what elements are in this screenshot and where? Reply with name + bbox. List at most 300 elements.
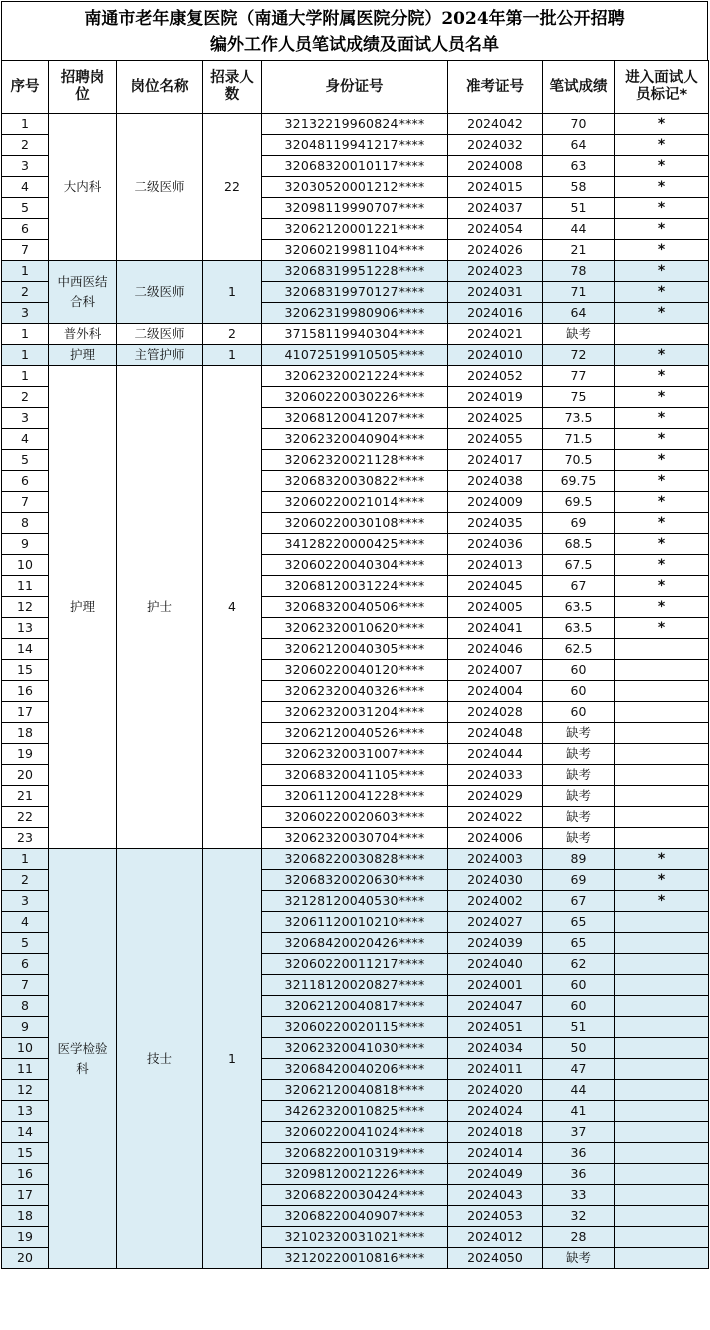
cell-exam-number: 2024035 [448, 513, 543, 534]
cell-id-number: 32060220041024**** [262, 1122, 448, 1143]
cell-interview-mark [615, 1038, 709, 1059]
cell-exam-number: 2024030 [448, 870, 543, 891]
cell-quota: 22 [203, 114, 262, 261]
cell-interview-mark [615, 828, 709, 849]
cell-score: 71 [543, 282, 615, 303]
cell-interview-mark [615, 1059, 709, 1080]
cell-dept: 普外科 [49, 324, 117, 345]
cell-score: 73.5 [543, 408, 615, 429]
cell-id-number: 32060220020603**** [262, 807, 448, 828]
cell-id-number: 32068220040907**** [262, 1206, 448, 1227]
cell-position: 主管护师 [117, 345, 203, 366]
cell-id-number: 32060219981104**** [262, 240, 448, 261]
cell-score: 60 [543, 996, 615, 1017]
cell-no: 14 [2, 639, 49, 660]
cell-no: 7 [2, 492, 49, 513]
cell-exam-number: 2024040 [448, 954, 543, 975]
cell-interview-mark: * [615, 618, 709, 639]
cell-score: 75 [543, 387, 615, 408]
cell-no: 6 [2, 471, 49, 492]
cell-no: 4 [2, 912, 49, 933]
cell-no: 20 [2, 765, 49, 786]
cell-score: 62 [543, 954, 615, 975]
cell-no: 16 [2, 681, 49, 702]
cell-no: 1 [2, 345, 49, 366]
cell-interview-mark [615, 1206, 709, 1227]
cell-no: 11 [2, 576, 49, 597]
cell-exam-number: 2024032 [448, 135, 543, 156]
cell-id-number: 32060220011217**** [262, 954, 448, 975]
cell-score: 63.5 [543, 618, 615, 639]
cell-id-number: 32068320041105**** [262, 765, 448, 786]
cell-id-number: 34262320010825**** [262, 1101, 448, 1122]
cell-exam-number: 2024008 [448, 156, 543, 177]
cell-no: 1 [2, 261, 49, 282]
cell-id-number: 32030520001212**** [262, 177, 448, 198]
document [1, 1, 708, 1269]
header-exam-no: 准考证号 [448, 61, 543, 114]
header-score: 笔试成绩 [543, 61, 615, 114]
cell-exam-number: 2024014 [448, 1143, 543, 1164]
cell-no: 14 [2, 1122, 49, 1143]
cell-no: 7 [2, 240, 49, 261]
cell-id-number: 32062319980906**** [262, 303, 448, 324]
cell-score: 21 [543, 240, 615, 261]
cell-no: 5 [2, 198, 49, 219]
cell-interview-mark: * [615, 408, 709, 429]
cell-exam-number: 2024039 [448, 933, 543, 954]
cell-score: 51 [543, 1017, 615, 1038]
cell-id-number: 32062320041030**** [262, 1038, 448, 1059]
table-row [2, 114, 709, 135]
cell-no: 7 [2, 975, 49, 996]
cell-score: 72 [543, 345, 615, 366]
cell-score: 65 [543, 933, 615, 954]
cell-exam-number: 2024049 [448, 1164, 543, 1185]
cell-interview-mark [615, 324, 709, 345]
cell-interview-mark [615, 1017, 709, 1038]
cell-exam-number: 2024021 [448, 324, 543, 345]
cell-dept: 医学检验科 [49, 849, 117, 1269]
cell-exam-number: 2024003 [448, 849, 543, 870]
cell-exam-number: 2024036 [448, 534, 543, 555]
cell-exam-number: 2024001 [448, 975, 543, 996]
cell-exam-number: 2024005 [448, 597, 543, 618]
cell-id-number: 32068319970127**** [262, 282, 448, 303]
cell-interview-mark: * [615, 555, 709, 576]
cell-interview-mark [615, 1122, 709, 1143]
cell-dept: 护理 [49, 366, 117, 849]
cell-id-number: 32060220030226**** [262, 387, 448, 408]
cell-exam-number: 2024046 [448, 639, 543, 660]
cell-no: 15 [2, 1143, 49, 1164]
cell-id-number: 32128120040530**** [262, 891, 448, 912]
cell-exam-number: 2024055 [448, 429, 543, 450]
cell-interview-mark: * [615, 492, 709, 513]
cell-score: 51 [543, 198, 615, 219]
cell-interview-mark: * [615, 429, 709, 450]
cell-no: 4 [2, 177, 49, 198]
cell-exam-number: 2024006 [448, 828, 543, 849]
cell-quota: 4 [203, 366, 262, 849]
cell-exam-number: 2024016 [448, 303, 543, 324]
cell-score: 47 [543, 1059, 615, 1080]
cell-interview-mark [615, 954, 709, 975]
cell-quota: 1 [203, 345, 262, 366]
header-interview-mark: 进入面试人员标记* [615, 61, 709, 114]
table-row [2, 366, 709, 387]
cell-exam-number: 2024050 [448, 1248, 543, 1269]
cell-exam-number: 2024027 [448, 912, 543, 933]
title-line-2: 编外工作人员笔试成绩及面试人员名单 [209, 35, 499, 55]
cell-score: 69 [543, 513, 615, 534]
cell-score: 65 [543, 912, 615, 933]
cell-exam-number: 2024052 [448, 366, 543, 387]
cell-score: 缺考 [543, 786, 615, 807]
cell-interview-mark: * [615, 177, 709, 198]
cell-exam-number: 2024025 [448, 408, 543, 429]
cell-interview-mark [615, 1080, 709, 1101]
cell-score: 69.75 [543, 471, 615, 492]
cell-id-number: 32060220030108**** [262, 513, 448, 534]
cell-score: 63 [543, 156, 615, 177]
header-position: 岗位名称 [117, 61, 203, 114]
cell-score: 44 [543, 1080, 615, 1101]
cell-no: 3 [2, 303, 49, 324]
cell-score: 67 [543, 891, 615, 912]
cell-exam-number: 2024028 [448, 702, 543, 723]
cell-score: 68.5 [543, 534, 615, 555]
cell-id-number: 32068120031224**** [262, 576, 448, 597]
cell-no: 2 [2, 282, 49, 303]
cell-no: 9 [2, 534, 49, 555]
cell-exam-number: 2024002 [448, 891, 543, 912]
cell-id-number: 32062320021128**** [262, 450, 448, 471]
cell-score: 60 [543, 702, 615, 723]
cell-dept: 护理 [49, 345, 117, 366]
cell-exam-number: 2024018 [448, 1122, 543, 1143]
header-no: 序号 [2, 61, 49, 114]
cell-id-number: 32062120040305**** [262, 639, 448, 660]
cell-id-number: 41072519910505**** [262, 345, 448, 366]
cell-score: 69 [543, 870, 615, 891]
cell-no: 17 [2, 702, 49, 723]
cell-interview-mark [615, 1101, 709, 1122]
cell-score: 缺考 [543, 324, 615, 345]
cell-id-number: 32068120041207**** [262, 408, 448, 429]
cell-no: 2 [2, 387, 49, 408]
cell-no: 3 [2, 891, 49, 912]
cell-quota: 2 [203, 324, 262, 345]
cell-id-number: 32060220040120**** [262, 660, 448, 681]
cell-id-number: 32062320010620**** [262, 618, 448, 639]
cell-no: 9 [2, 1017, 49, 1038]
cell-id-number: 32098120021226**** [262, 1164, 448, 1185]
cell-no: 1 [2, 849, 49, 870]
cell-score: 69.5 [543, 492, 615, 513]
cell-exam-number: 2024043 [448, 1185, 543, 1206]
cell-score: 缺考 [543, 765, 615, 786]
cell-id-number: 32120220010816**** [262, 1248, 448, 1269]
cell-exam-number: 2024009 [448, 492, 543, 513]
cell-score: 41 [543, 1101, 615, 1122]
table-row [2, 261, 709, 282]
cell-interview-mark: * [615, 534, 709, 555]
cell-id-number: 32062120001221**** [262, 219, 448, 240]
cell-score: 缺考 [543, 828, 615, 849]
cell-interview-mark [615, 1227, 709, 1248]
cell-interview-mark [615, 975, 709, 996]
cell-score: 28 [543, 1227, 615, 1248]
cell-score: 78 [543, 261, 615, 282]
cell-interview-mark: * [615, 261, 709, 282]
cell-exam-number: 2024010 [448, 345, 543, 366]
header-quota: 招录人数 [203, 61, 262, 114]
cell-exam-number: 2024054 [448, 219, 543, 240]
cell-no: 18 [2, 1206, 49, 1227]
cell-score: 缺考 [543, 744, 615, 765]
cell-position: 二级医师 [117, 324, 203, 345]
table-body [2, 114, 709, 1269]
cell-interview-mark: * [615, 891, 709, 912]
cell-no: 10 [2, 555, 49, 576]
cell-interview-mark: * [615, 387, 709, 408]
cell-score: 60 [543, 975, 615, 996]
cell-no: 4 [2, 429, 49, 450]
cell-no: 3 [2, 156, 49, 177]
cell-no: 13 [2, 618, 49, 639]
cell-no: 23 [2, 828, 49, 849]
cell-interview-mark: * [615, 156, 709, 177]
cell-interview-mark: * [615, 303, 709, 324]
cell-score: 67 [543, 576, 615, 597]
cell-id-number: 32068420040206**** [262, 1059, 448, 1080]
cell-id-number: 32068420020426**** [262, 933, 448, 954]
cell-id-number: 32068220030424**** [262, 1185, 448, 1206]
cell-exam-number: 2024026 [448, 240, 543, 261]
header-id: 身份证号 [262, 61, 448, 114]
cell-interview-mark: * [615, 870, 709, 891]
header-dept: 招聘岗位 [49, 61, 117, 114]
cell-position: 二级医师 [117, 261, 203, 324]
cell-interview-mark: * [615, 114, 709, 135]
cell-interview-mark [615, 765, 709, 786]
cell-score: 50 [543, 1038, 615, 1059]
cell-no: 19 [2, 744, 49, 765]
cell-exam-number: 2024053 [448, 1206, 543, 1227]
cell-position: 二级医师 [117, 114, 203, 261]
cell-interview-mark [615, 744, 709, 765]
cell-interview-mark [615, 1164, 709, 1185]
cell-no: 17 [2, 1185, 49, 1206]
cell-exam-number: 2024024 [448, 1101, 543, 1122]
cell-exam-number: 2024048 [448, 723, 543, 744]
cell-interview-mark [615, 660, 709, 681]
cell-id-number: 34128220000425**** [262, 534, 448, 555]
cell-exam-number: 2024034 [448, 1038, 543, 1059]
cell-exam-number: 2024022 [448, 807, 543, 828]
cell-interview-mark [615, 702, 709, 723]
cell-dept: 大内科 [49, 114, 117, 261]
cell-id-number: 32132219960824**** [262, 114, 448, 135]
cell-no: 6 [2, 954, 49, 975]
cell-no: 5 [2, 933, 49, 954]
cell-id-number: 32062320030704**** [262, 828, 448, 849]
cell-score: 58 [543, 177, 615, 198]
cell-id-number: 32062320040904**** [262, 429, 448, 450]
cell-exam-number: 2024044 [448, 744, 543, 765]
cell-exam-number: 2024012 [448, 1227, 543, 1248]
cell-interview-mark [615, 933, 709, 954]
cell-id-number: 32068320010117**** [262, 156, 448, 177]
cell-id-number: 32062120040818**** [262, 1080, 448, 1101]
cell-interview-mark [615, 1185, 709, 1206]
cell-id-number: 37158119940304**** [262, 324, 448, 345]
title-line-1: 南通市老年康复医院（南通大学附属医院分院）2024年第一批公开招聘 [84, 9, 625, 29]
cell-score: 70 [543, 114, 615, 135]
cell-exam-number: 2024023 [448, 261, 543, 282]
cell-interview-mark [615, 1248, 709, 1269]
cell-score: 缺考 [543, 723, 615, 744]
cell-interview-mark: * [615, 366, 709, 387]
cell-id-number: 32062320031007**** [262, 744, 448, 765]
cell-interview-mark [615, 807, 709, 828]
cell-exam-number: 2024017 [448, 450, 543, 471]
cell-dept: 中西医结合科 [49, 261, 117, 324]
cell-score: 64 [543, 135, 615, 156]
cell-no: 19 [2, 1227, 49, 1248]
cell-no: 1 [2, 114, 49, 135]
cell-id-number: 32068220010319**** [262, 1143, 448, 1164]
cell-score: 67.5 [543, 555, 615, 576]
cell-interview-mark [615, 996, 709, 1017]
cell-id-number: 32062120040817**** [262, 996, 448, 1017]
cell-exam-number: 2024004 [448, 681, 543, 702]
cell-id-number: 32068320030822**** [262, 471, 448, 492]
cell-id-number: 32062320021224**** [262, 366, 448, 387]
cell-score: 70.5 [543, 450, 615, 471]
cell-interview-mark: * [615, 282, 709, 303]
document-title [1, 1, 708, 60]
cell-no: 21 [2, 786, 49, 807]
cell-exam-number: 2024051 [448, 1017, 543, 1038]
cell-no: 2 [2, 870, 49, 891]
cell-interview-mark [615, 681, 709, 702]
cell-score: 77 [543, 366, 615, 387]
cell-interview-mark [615, 912, 709, 933]
cell-no: 8 [2, 996, 49, 1017]
cell-id-number: 32060220021014**** [262, 492, 448, 513]
cell-interview-mark: * [615, 450, 709, 471]
cell-id-number: 32068320040506**** [262, 597, 448, 618]
cell-id-number: 32098119990707**** [262, 198, 448, 219]
cell-no: 3 [2, 408, 49, 429]
cell-id-number: 32068220030828**** [262, 849, 448, 870]
cell-no: 11 [2, 1059, 49, 1080]
cell-score: 37 [543, 1122, 615, 1143]
cell-interview-mark: * [615, 597, 709, 618]
cell-interview-mark: * [615, 240, 709, 261]
table-header-row [2, 61, 709, 114]
cell-score: 60 [543, 681, 615, 702]
cell-id-number: 32048119941217**** [262, 135, 448, 156]
cell-score: 71.5 [543, 429, 615, 450]
cell-exam-number: 2024013 [448, 555, 543, 576]
cell-score: 缺考 [543, 807, 615, 828]
cell-score: 33 [543, 1185, 615, 1206]
cell-exam-number: 2024033 [448, 765, 543, 786]
cell-no: 13 [2, 1101, 49, 1122]
cell-no: 16 [2, 1164, 49, 1185]
cell-no: 6 [2, 219, 49, 240]
cell-interview-mark: * [615, 513, 709, 534]
cell-id-number: 32062320031204**** [262, 702, 448, 723]
cell-no: 20 [2, 1248, 49, 1269]
cell-no: 1 [2, 366, 49, 387]
cell-score: 62.5 [543, 639, 615, 660]
cell-id-number: 32061120010210**** [262, 912, 448, 933]
cell-score: 44 [543, 219, 615, 240]
cell-no: 5 [2, 450, 49, 471]
cell-score: 缺考 [543, 1248, 615, 1269]
cell-interview-mark: * [615, 135, 709, 156]
cell-no: 8 [2, 513, 49, 534]
cell-score: 89 [543, 849, 615, 870]
cell-interview-mark: * [615, 345, 709, 366]
cell-no: 22 [2, 807, 49, 828]
cell-id-number: 32062120040526**** [262, 723, 448, 744]
cell-id-number: 32102320031021**** [262, 1227, 448, 1248]
cell-interview-mark [615, 723, 709, 744]
cell-exam-number: 2024015 [448, 177, 543, 198]
cell-no: 1 [2, 324, 49, 345]
cell-exam-number: 2024047 [448, 996, 543, 1017]
cell-no: 12 [2, 597, 49, 618]
cell-position: 护士 [117, 366, 203, 849]
cell-interview-mark: * [615, 219, 709, 240]
cell-id-number: 32060220040304**** [262, 555, 448, 576]
cell-no: 10 [2, 1038, 49, 1059]
cell-score: 36 [543, 1164, 615, 1185]
cell-id-number: 32068319951228**** [262, 261, 448, 282]
cell-interview-mark: * [615, 198, 709, 219]
cell-exam-number: 2024011 [448, 1059, 543, 1080]
cell-exam-number: 2024020 [448, 1080, 543, 1101]
table-row [2, 849, 709, 870]
cell-score: 36 [543, 1143, 615, 1164]
cell-no: 2 [2, 135, 49, 156]
cell-id-number: 32068320020630**** [262, 870, 448, 891]
cell-no: 15 [2, 660, 49, 681]
cell-no: 12 [2, 1080, 49, 1101]
cell-quota: 1 [203, 849, 262, 1269]
cell-interview-mark: * [615, 849, 709, 870]
table-row [2, 324, 709, 345]
cell-exam-number: 2024038 [448, 471, 543, 492]
cell-exam-number: 2024042 [448, 114, 543, 135]
cell-exam-number: 2024019 [448, 387, 543, 408]
cell-exam-number: 2024045 [448, 576, 543, 597]
cell-interview-mark: * [615, 471, 709, 492]
cell-position: 技士 [117, 849, 203, 1269]
cell-score: 32 [543, 1206, 615, 1227]
cell-id-number: 32060220020115**** [262, 1017, 448, 1038]
cell-exam-number: 2024037 [448, 198, 543, 219]
cell-id-number: 32062320040326**** [262, 681, 448, 702]
cell-exam-number: 2024041 [448, 618, 543, 639]
cell-exam-number: 2024029 [448, 786, 543, 807]
cell-interview-mark: * [615, 576, 709, 597]
